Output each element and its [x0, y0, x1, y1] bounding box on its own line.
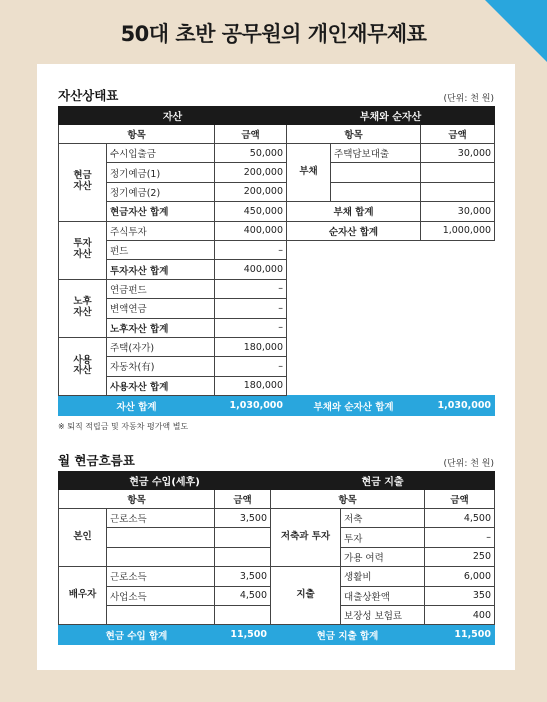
- expense-header: 현금 지출: [271, 472, 495, 490]
- asset-amount: –: [215, 299, 287, 318]
- expense-item: 가용 여력: [341, 547, 425, 566]
- asset-amount: 200,000: [215, 163, 287, 182]
- table-row: [59, 318, 495, 337]
- asset-item: 연금펀드: [107, 279, 215, 298]
- liab-total-label: 부채와 순자산 합계: [287, 396, 421, 416]
- empty-cell: [287, 279, 495, 298]
- asset-item: 사용자산 합계: [107, 376, 215, 395]
- assets-header: 자산: [59, 107, 287, 125]
- empty-cell: [287, 299, 495, 318]
- table-row: [59, 279, 495, 298]
- asset-item: 정기예금(2): [107, 182, 215, 201]
- asset-item: 현금자산 합계: [107, 202, 215, 221]
- assets-col-amount: 금액: [215, 125, 287, 144]
- expense-item: 생활비: [341, 567, 425, 586]
- table-row: [59, 163, 495, 182]
- income-amount: [215, 528, 271, 547]
- table-row: [59, 376, 495, 395]
- income-group-label: 본인: [59, 509, 107, 567]
- expense-group-label: 저축과 투자: [271, 509, 341, 567]
- asset-amount: 50,000: [215, 144, 287, 163]
- liability-amount: 30,000: [421, 202, 495, 221]
- asset-amount: –: [215, 357, 287, 376]
- expense-item: 대출상환액: [341, 586, 425, 605]
- balance-header: [58, 86, 494, 104]
- asset-item: 주식투자: [107, 221, 215, 240]
- income-amount: 4,500: [215, 586, 271, 605]
- table-row: [59, 299, 495, 318]
- table-row: [59, 182, 495, 201]
- liability-amount: [421, 182, 495, 201]
- asset-amount: –: [215, 240, 287, 259]
- empty-cell: [287, 337, 495, 356]
- liability-item: [331, 163, 421, 182]
- expense-group-label: 지출: [271, 567, 341, 625]
- expense-col-item: 항목: [271, 490, 425, 509]
- cashflow-unit: (단위: 천 원): [443, 459, 494, 469]
- liab-total-value: 1,030,000: [421, 396, 495, 416]
- asset-item: 변액연금: [107, 299, 215, 318]
- liab-col-item: 항목: [287, 125, 421, 144]
- asset-amount: 450,000: [215, 202, 287, 221]
- net-assets-label: 순자산 합계: [287, 221, 421, 240]
- asset-group-label: 노후 자산: [59, 279, 107, 337]
- cashflow-table: [58, 471, 495, 645]
- liability-group-label: 부채: [287, 144, 331, 202]
- liability-amount: [421, 163, 495, 182]
- income-item: [107, 528, 215, 547]
- asset-amount: 180,000: [215, 376, 287, 395]
- income-amount: [215, 605, 271, 624]
- income-amount: 3,500: [215, 567, 271, 586]
- table-row: [59, 509, 495, 528]
- liability-item: 주택담보대출: [331, 144, 421, 163]
- asset-amount: 180,000: [215, 337, 287, 356]
- empty-cell: [287, 357, 495, 376]
- table-row: [59, 260, 495, 279]
- assets-total-value: 1,030,000: [215, 396, 287, 416]
- empty-cell: [287, 260, 495, 279]
- income-header: 현금 수입(세후): [59, 472, 271, 490]
- asset-item: 정기예금(1): [107, 163, 215, 182]
- liability-amount: 30,000: [421, 144, 495, 163]
- table-row: [59, 337, 495, 356]
- expense-item: 저축: [341, 509, 425, 528]
- liab-col-amount: 금액: [421, 125, 495, 144]
- asset-item: 자동차(有): [107, 357, 215, 376]
- asset-amount: 400,000: [215, 260, 287, 279]
- expense-item: 투자: [341, 528, 425, 547]
- asset-item: 수시입출금: [107, 144, 215, 163]
- asset-item: 투자자산 합계: [107, 260, 215, 279]
- asset-item: 노후자산 합계: [107, 318, 215, 337]
- income-total-value: 11,500: [215, 625, 271, 645]
- cashflow-header: [58, 451, 494, 469]
- totals-row: [59, 396, 495, 416]
- liabilities-header: 부채와 순자산: [287, 107, 495, 125]
- empty-cell: [287, 376, 495, 395]
- net-assets-value: 1,000,000: [421, 221, 495, 240]
- page-title: 50대 초반 공무원의 개인재무제표: [120, 22, 427, 46]
- expense-amount: 400: [425, 605, 495, 624]
- asset-amount: –: [215, 318, 287, 337]
- income-item: [107, 547, 215, 566]
- table-row: [59, 240, 495, 259]
- asset-amount: –: [215, 279, 287, 298]
- balance-title: 자산상태표: [58, 88, 119, 103]
- income-col-amount: 금액: [215, 490, 271, 509]
- expense-item: 보장성 보험료: [341, 605, 425, 624]
- asset-group-label: 사용 자산: [59, 337, 107, 395]
- cashflow-title: 월 현금흐름표: [58, 453, 135, 468]
- statement-card: [37, 64, 515, 670]
- balance-table: [58, 106, 495, 416]
- balance-note: ※ 퇴직 적립금 및 자동차 평가액 별도: [58, 422, 189, 431]
- income-item: 근로소득: [107, 567, 215, 586]
- expense-amount: 250: [425, 547, 495, 566]
- expense-amount: 350: [425, 586, 495, 605]
- asset-item: 주택(자가): [107, 337, 215, 356]
- asset-item: 펀드: [107, 240, 215, 259]
- asset-group-label: 현금 자산: [59, 144, 107, 222]
- income-col-item: 항목: [59, 490, 215, 509]
- liability-item: [331, 182, 421, 201]
- income-group-label: 배우자: [59, 567, 107, 625]
- income-item: 사업소득: [107, 586, 215, 605]
- income-item: [107, 605, 215, 624]
- expense-total-value: 11,500: [425, 625, 495, 645]
- balance-unit: (단위: 천 원): [443, 94, 494, 104]
- expense-total-label: 현금 지출 합계: [271, 625, 425, 645]
- liability-item: 부채 합계: [287, 202, 421, 221]
- assets-total-label: 자산 합계: [59, 396, 215, 416]
- empty-cell: [287, 240, 495, 259]
- table-row: [59, 144, 495, 163]
- asset-amount: 200,000: [215, 182, 287, 201]
- income-item: 근로소득: [107, 509, 215, 528]
- table-row: [59, 567, 495, 586]
- expense-col-amount: 금액: [425, 490, 495, 509]
- totals-row: [59, 625, 495, 645]
- table-row: [59, 202, 495, 221]
- income-amount: [215, 547, 271, 566]
- expense-amount: –: [425, 528, 495, 547]
- asset-group-label: 투자 자산: [59, 221, 107, 279]
- table-row: [59, 221, 495, 240]
- table-row: [59, 357, 495, 376]
- expense-amount: 4,500: [425, 509, 495, 528]
- asset-amount: 400,000: [215, 221, 287, 240]
- expense-amount: 6,000: [425, 567, 495, 586]
- empty-cell: [287, 318, 495, 337]
- assets-col-item: 항목: [59, 125, 215, 144]
- income-amount: 3,500: [215, 509, 271, 528]
- income-total-label: 현금 수입 합계: [59, 625, 215, 645]
